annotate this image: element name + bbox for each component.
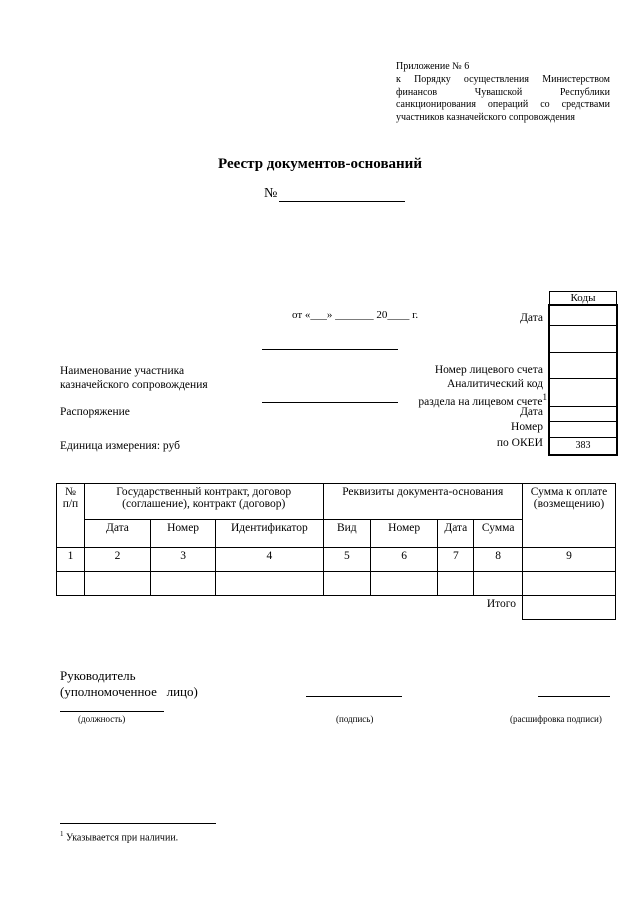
participant-label	[60, 364, 208, 392]
position-caption: (должность)	[78, 714, 126, 724]
table-cell	[522, 572, 615, 596]
field-line	[262, 402, 398, 403]
table-cell	[323, 572, 371, 596]
col-number: 6	[371, 548, 438, 572]
col-number: 1	[57, 548, 85, 572]
table-total-row	[57, 596, 616, 620]
decode-line	[538, 696, 610, 697]
col-number: 3	[151, 548, 216, 572]
participant-label-line: казначейского сопровождения	[60, 379, 208, 391]
document-title: Реестр документов-оснований	[218, 156, 422, 172]
appendix-line: финансов Чувашской Республики	[396, 86, 610, 98]
table-cell	[151, 572, 216, 596]
appendix-block	[396, 61, 610, 125]
col-header-sum: Сумма к оплате (возмещению)	[522, 484, 615, 548]
col-sub-kind: Вид	[323, 520, 371, 548]
col-sub-sum: Сумма	[474, 520, 523, 548]
register-table	[56, 483, 616, 620]
code-cell-date	[550, 306, 616, 326]
col-sub-docdate: Дата	[438, 520, 474, 548]
document-date-line: от «___» _______ 20____ г.	[292, 309, 419, 321]
col-sub-identifier: Идентификатор	[216, 520, 323, 548]
appendix-line: санкционирования операций со средствами	[396, 99, 610, 111]
participant-label-line: Наименование участника	[60, 365, 185, 377]
table-cell	[216, 572, 323, 596]
number-label-right: Номер	[511, 421, 543, 433]
code-cell-analytic	[550, 379, 616, 407]
col-number: 8	[474, 548, 523, 572]
col-header-num: № п/п	[57, 484, 85, 548]
code-cell-blank	[550, 326, 616, 353]
footnote-divider	[60, 823, 216, 824]
col-number: 9	[522, 548, 615, 572]
code-cell-okei: 383	[575, 440, 591, 451]
document-number	[264, 186, 405, 202]
col-header-contract: Государственный контракт, договор (соглашение), контракт (договор)	[84, 484, 323, 520]
table-header-row	[57, 484, 616, 520]
date-label: Дата	[520, 312, 543, 324]
table-row	[57, 572, 616, 596]
order-label: Распоряжение	[60, 406, 130, 418]
unit-label: Единица измерения: руб	[60, 440, 180, 452]
col-sub-date: Дата	[84, 520, 150, 548]
codes-header: Коды	[549, 291, 617, 305]
table-cell	[371, 572, 438, 596]
code-cell-date2	[550, 407, 616, 422]
table-cell	[438, 572, 474, 596]
date2-label: Дата	[520, 406, 543, 418]
table-cell	[84, 572, 150, 596]
signature-head-line: (уполномоченное лицо)	[60, 684, 198, 699]
code-label-2-text: раздела на лицевом счете	[418, 395, 543, 408]
account-label: Номер лицевого счета	[434, 364, 543, 376]
field-line	[262, 349, 398, 350]
total-label: Итого	[486, 598, 516, 610]
appendix-line: к Порядку осуществления Министерством	[396, 73, 610, 85]
col-number: 2	[84, 548, 150, 572]
col-sub-docnumber: Номер	[371, 520, 438, 548]
footnote-text: Указывается при наличии.	[63, 832, 179, 844]
footnote-mark: 1	[542, 392, 547, 402]
footnote-number: 1	[60, 830, 64, 838]
okei-label: по ОКЕИ	[496, 437, 543, 449]
col-number: 7	[438, 548, 474, 572]
table-cell	[474, 572, 523, 596]
appendix-line: участников казначейского сопровождения	[396, 112, 575, 124]
decode-caption: (расшифровка подписи)	[510, 714, 602, 724]
signature-head	[60, 668, 198, 700]
table-numbers-row	[57, 548, 616, 572]
table-cell	[57, 572, 85, 596]
col-number: 4	[216, 548, 323, 572]
col-number: 5	[323, 548, 371, 572]
total-cell	[522, 596, 615, 620]
code-cell-account	[550, 353, 616, 379]
signature-head-line: Руководитель	[60, 668, 136, 683]
sign-line	[306, 696, 402, 697]
position-line	[60, 711, 164, 712]
number-label: №	[264, 186, 278, 201]
number-field-line	[279, 187, 405, 202]
sign-caption: (подпись)	[336, 714, 374, 724]
code-label-1: Аналитический код	[446, 378, 543, 390]
col-sub-number: Номер	[151, 520, 216, 548]
appendix-line: Приложение № 6	[396, 61, 470, 72]
codes-box	[548, 304, 618, 456]
code-cell-number	[550, 422, 616, 438]
footnote	[60, 830, 178, 843]
col-header-doc: Реквизиты документа-основания	[323, 484, 522, 520]
